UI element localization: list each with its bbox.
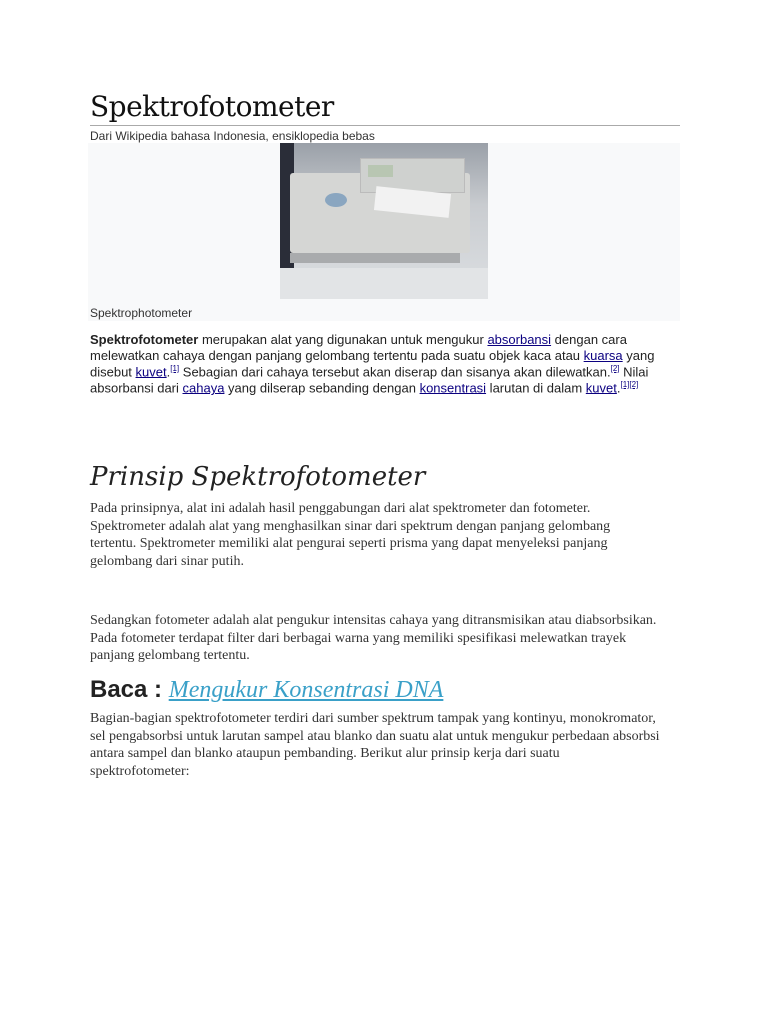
text-line: antara sampel dan blanko ataupun pembanding. Berikut alur prinsip kerja dari suatu [90,746,560,761]
text-line: Pada prinsipnya, alat ini adalah hasil penggabungan dari alat spektrometer dan fotometer. [90,501,591,516]
paragraph-1 [90,500,610,570]
text: absorbansi dari [90,380,183,396]
paragraph-2 [90,612,656,665]
link-kuvet[interactable]: kuvet [135,364,167,380]
read-also-link[interactable]: Mengukur Konsentrasi DNA [168,677,444,703]
text: yang dilserap sebanding dengan [224,380,420,396]
link-kuarsa[interactable]: kuarsa [583,348,623,363]
text: disebut [90,364,136,380]
title-divider [90,125,680,126]
paragraph-3 [90,710,660,780]
figure-caption: Spektrophotometer [90,306,193,320]
page-title: Spektrofotometer [90,90,334,123]
text: Nilai [619,364,649,380]
text-line: Bagian-bagian spektrofotometer terdiri dari sumber spektrum tampak yang kontinyu, monokromator, [90,711,656,726]
link-konsentrasi[interactable]: konsentrasi [419,380,487,396]
ref-1-2[interactable]: [1][2] [620,380,639,389]
intro-line [90,348,654,363]
term-bold: Spektrofotometer [90,332,199,347]
text-line: gelombang dari sinar putih. [90,553,244,569]
text: merupakan alat yang digunakan untuk mengukur [198,332,488,347]
intro-line [90,332,627,347]
ref-2[interactable]: [2] [610,364,620,373]
text: Sebagian dari cahaya tersebut akan diserap dan sisanya akan dilewatkan. [179,364,611,380]
read-also [90,676,443,704]
link-absorbansi[interactable]: absorbansi [487,332,552,347]
text-line: spektrofotometer: [90,763,190,779]
spectrophotometer-photo[interactable] [280,143,488,299]
text-line: Sedangkan fotometer adalah alat pengukur intensitas cahaya yang ditransmisikan atau diabsorbsikan. [90,613,657,628]
subtitle: Dari Wikipedia bahasa Indonesia, ensiklopedia bebas [90,129,375,143]
intro-line [90,380,638,395]
intro-line: disebut kuvet.[1] Sebagian dari cahaya tersebut akan diserap dan sisanya akan dilewatkan.[2] Nilai [90,364,649,380]
link-cahaya[interactable]: cahaya [182,380,225,396]
text: larutan di dalam [486,380,586,396]
text-line: panjang gelombang tertentu. [90,648,250,663]
text-line: Pada fotometer terdapat filter dari berbagai warna yang memiliki spesifikasi melewatkan trayek [90,630,627,646]
ref-1[interactable]: [1] [170,364,180,373]
text: melewatkan cahaya dengan panjang gelombang tertentu pada suatu objek kaca atau [90,348,584,363]
link-kuvet-2[interactable]: kuvet [585,380,617,396]
text-line: sel pengabsorbsi untuk larutan sampel atau blanko dan suatu alat untuk mengukur perbedaan absorbsi [90,728,660,744]
text-line: Spektrometer adalah alat yang menghasilkan sinar dari spektrum dengan panjang gelombang [90,518,611,534]
section-heading: Prinsip Spektrofotometer [90,462,426,492]
text: . [616,380,621,396]
text: yang [622,348,655,363]
read-also-label: Baca : [90,676,169,703]
text-line: tertentu. Spektrometer memiliki alat pengurai seperti prisma yang dapat menyeleksi panjang [90,536,608,551]
text: dengan cara [551,332,627,347]
